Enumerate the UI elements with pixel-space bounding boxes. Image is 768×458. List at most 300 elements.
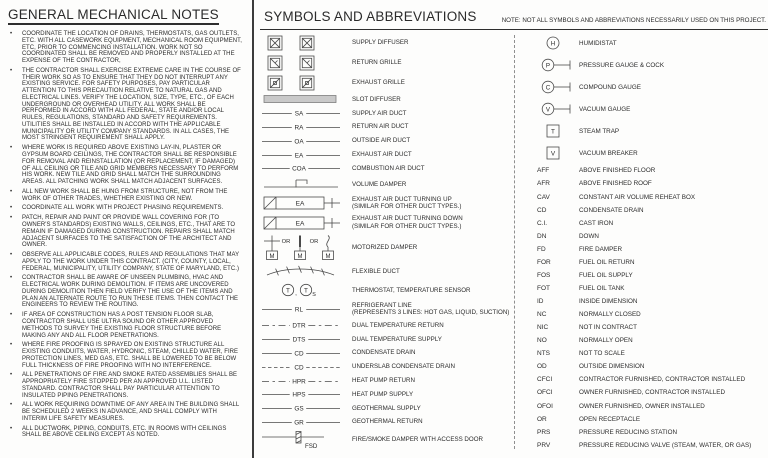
abbreviation-label: OPEN RECEPTACLE — [579, 415, 641, 423]
abbreviation-row — [525, 311, 768, 318]
symbol-label — [348, 244, 514, 251]
column-divider — [252, 0, 254, 458]
symbol-label-main: GEOTHERMAL RETURN — [352, 418, 423, 426]
symbol-row — [262, 75, 514, 91]
abbreviation-label: NORMALLY OPEN — [579, 337, 633, 345]
abbreviation-tag-cell — [525, 79, 579, 95]
svg-text:CD: CD — [294, 350, 304, 358]
symbol-label-main: SUPPLY AIR DUCT — [352, 109, 407, 117]
symbol-label-main: MOTORIZED DAMPER — [352, 243, 418, 251]
bullet-icon: • — [10, 252, 13, 259]
abbreviation-tag-cell: FOT — [537, 284, 550, 292]
symbol-glyph-cell — [262, 75, 348, 91]
circle-icon — [537, 35, 577, 51]
abbreviation-row — [525, 416, 768, 423]
symbol-glyph-cell — [262, 348, 348, 358]
symbol-row — [262, 122, 514, 132]
symbol-label-main: CONDENSATE DRAIN — [352, 349, 416, 357]
abbreviation-tag-cell: FD — [537, 245, 546, 253]
abbreviation-tag-cell: OD — [537, 363, 547, 371]
abbreviation-tag-cell: PRS — [537, 428, 551, 436]
abbreviation-tag-cell: ID — [537, 298, 544, 305]
abbreviation-row — [525, 350, 768, 357]
note-text: ALL NEW WORK SHALL BE HUNG FROM STRUCTURE, NOT FROM THE WORK OF OTHER TRADES, WHETHER EXISTING OR NEW. — [22, 188, 228, 202]
square-icon — [537, 123, 577, 139]
line-tag-icon — [262, 163, 340, 173]
note-text: OBSERVE ALL APPLICABLE CODES, RULES AND REGULATIONS THAT MAY APPLY TO THE WORK UNDER THIS CONTRACT. (CITY, COUNTY, LOCAL, FEDERAL, MUNICIPALITY, UTILITY COMPANY, STATE OF MARYLAND, ETC.) — [22, 252, 240, 272]
symbol-glyph-cell — [262, 304, 348, 314]
symbol-glyph-cell — [262, 320, 348, 330]
svg-text:EA: EA — [295, 220, 305, 228]
abbreviation-tag-cell: CFCI — [537, 376, 553, 384]
fsd-icon — [262, 431, 340, 449]
circle-stem-icon — [537, 79, 577, 95]
line-tag-dashed-icon — [262, 376, 340, 386]
symbols-column — [260, 35, 514, 449]
abbreviation-label: PRESSURE GAUGE & COCK — [579, 61, 665, 69]
svg-text:T: T — [286, 287, 290, 295]
symbol-label — [348, 181, 514, 188]
note-text: ALL WORK REQUIRING DOWNTIME OF ANY AREA IN THE BUILDING SHALL BE SCHEDULED 2 WEEKS IN ADVANCE, AND SHALL COMPLY WITH INTERIM LIFE SAFETY MEASURES. — [22, 402, 240, 422]
symbol-glyph-cell — [262, 55, 348, 71]
duct-turn-icon — [262, 195, 340, 211]
abbreviation-label: OWNER FURNISHED, OWNER INSTALLED — [579, 402, 705, 410]
symbol-glyph-cell — [262, 417, 348, 427]
symbol-label — [348, 215, 514, 230]
bullet-icon: • — [10, 312, 13, 319]
svg-text:V: V — [550, 150, 556, 158]
abbreviation-label: DOWN — [579, 232, 599, 240]
abbreviation-row — [525, 180, 768, 187]
symbol-glyph-cell — [262, 94, 348, 104]
duct-turn-icon — [262, 215, 340, 231]
abbreviation-tag-cell — [525, 35, 579, 51]
symbol-label — [348, 268, 514, 275]
symbol-row — [262, 302, 514, 317]
symbol-label — [348, 59, 514, 66]
slot-diffuser-icon — [262, 94, 340, 104]
abbreviation-row — [525, 442, 768, 449]
symbol-glyph-cell — [262, 215, 348, 231]
symbol-label-main: HEAT PUMP SUPPLY — [352, 390, 414, 398]
line-tag-icon — [262, 108, 340, 118]
circle-stem-icon — [537, 57, 577, 73]
svg-text:T: T — [551, 128, 555, 136]
note-text: WHERE WORK IS REQUIRED ABOVE EXISTING LAY-IN, PLASTER OR GYPSUM BOARD CEILINGS, THE CONTRACTOR SHALL BE RESPONSIBLE FOR REMOVAL AND REINSTALLATION (OR REPLACEMENT, IF DAMAGED) OF ALL CEILING OR TILE AND GRID MEMBERS NECESSARY TO PERFORM HIS WORK. NEW TILE AND GRID SHALL MATCH THE SURROUNDING AREAS. ALL PATCHING WORK SHALL MATCH ADJACENT SURFACES. — [22, 145, 239, 186]
symbol-label-main: EXHAUST GRILLE — [352, 78, 405, 86]
svg-text:GS: GS — [294, 405, 304, 413]
symbol-label-main: EXHAUST AIR DUCT — [352, 150, 412, 158]
abbreviation-tag-cell: AFF — [537, 167, 550, 175]
symbol-glyph-cell — [262, 389, 348, 399]
line-tag-icon — [262, 403, 340, 413]
abbreviation-row — [525, 145, 768, 161]
svg-text:DTS: DTS — [292, 336, 306, 344]
abbreviation-row — [525, 376, 768, 383]
abbreviation-label: ABOVE FINISHED FLOOR — [579, 167, 656, 175]
abbreviation-row — [525, 57, 768, 73]
symbols-header — [260, 8, 768, 26]
bullet-icon: • — [10, 372, 13, 379]
symbol-label — [348, 349, 514, 356]
abbreviation-label: HUMIDISTAT — [579, 39, 617, 47]
abbreviation-label: INSIDE DIMENSION — [579, 298, 638, 305]
symbol-label — [348, 196, 514, 211]
symbol-label-main: DUAL TEMPERATURE SUPPLY — [352, 335, 442, 343]
symbol-glyph-cell — [262, 35, 348, 51]
svg-text:HPR: HPR — [292, 378, 306, 386]
line-tag-icon — [262, 389, 340, 399]
note-text: IF AREA OF CONSTRUCTION HAS A POST TENSION FLOOR SLAB, CONTRACTOR SHALL USE ULTRA SOUND OR OTHER APPROVED METHODS TO SURVEY THE EXISTING FLOOR STRUCTURE BEFORE MAKING ANY AND ALL FLOOR PENETRATIONS. — [22, 312, 222, 339]
svg-text:P: P — [545, 62, 551, 70]
abbreviation-label: OUTSIDE DIMENSION — [579, 363, 645, 371]
svg-text:GR: GR — [294, 419, 304, 427]
svg-text:OR: OR — [281, 238, 291, 245]
header-rule — [260, 29, 768, 30]
symbol-label — [348, 336, 514, 343]
line-tag-icon — [262, 304, 340, 314]
svg-text:DTR: DTR — [292, 322, 306, 330]
general-notes-panel — [0, 0, 253, 458]
symbol-glyph-cell — [262, 108, 348, 118]
symbols-panel — [260, 0, 768, 458]
svg-text:T: T — [304, 287, 308, 295]
symbol-row — [262, 334, 514, 344]
symbol-label-main: EXHAUST AIR DUCT TURNING UP — [352, 195, 452, 203]
abbreviation-row — [525, 337, 768, 344]
symbol-glyph-cell — [262, 150, 348, 160]
symbol-row — [262, 108, 514, 118]
abbreviation-row — [525, 429, 768, 436]
abbreviation-tag-cell: FOR — [537, 258, 551, 266]
svg-text:M: M — [269, 253, 275, 260]
abbreviation-row — [525, 220, 768, 227]
abbreviation-row — [525, 259, 768, 266]
circle-stem-icon — [537, 101, 577, 117]
symbol-label — [348, 322, 514, 329]
svg-text:OR: OR — [309, 238, 319, 245]
note-text: ALL DUCTWORK, PIPING, CONDUITS, ETC. IN ROOMS WITH CEILINGS SHALL BE ABOVE CEILING EXCEPT AS NOTED. — [22, 425, 227, 439]
symbol-label — [348, 96, 514, 103]
svg-text:CD: CD — [294, 364, 304, 372]
symbol-glyph-cell — [262, 376, 348, 386]
abbreviation-tag-cell: NC — [537, 311, 547, 319]
symbol-label-main: COMBUSTION AIR DUCT — [352, 164, 425, 172]
symbol-row — [262, 235, 514, 261]
symbol-label — [348, 391, 514, 398]
exhaust-grille-icon — [262, 75, 340, 91]
note-item — [8, 342, 243, 369]
symbol-glyph-cell — [262, 334, 348, 344]
abbreviation-label: ABOVE FINISHED ROOF — [579, 180, 652, 188]
abbreviation-row — [525, 35, 768, 51]
symbol-label — [348, 436, 514, 443]
note-text: COORDINATE THE LOCATION OF DRAINS, THERMOSTATS, GAS OUTLETS, ETC. WITH ALL CASEWORK EQUIPMENT, MECHANICAL ROOM EQUIPMENT, ETC, PRIOR TO COMMENCING INSTALLATION. WORK NOT SO COORDINATED SHALL BE REMOVED AND PROPERLY INSTALLED AT THE EXPENSE OF THE CONTRACTOR, — [22, 31, 242, 65]
abbreviation-tag-cell: NIC — [537, 324, 549, 332]
note-item — [8, 145, 243, 186]
abbreviation-label: STEAM TRAP — [579, 127, 620, 135]
note-item — [8, 275, 243, 309]
abbreviation-label: CAST IRON — [579, 219, 614, 227]
symbol-label — [348, 418, 514, 425]
svg-text:COA: COA — [292, 165, 306, 173]
symbol-label-main: REFRIGERANT LINE — [352, 301, 412, 309]
symbol-row — [262, 136, 514, 146]
svg-text:M: M — [297, 253, 303, 260]
symbol-label-main: FIRE/SMOKE DAMPER WITH ACCESS DOOR — [352, 436, 483, 444]
svg-text:M: M — [325, 253, 331, 260]
symbol-glyph-cell — [262, 136, 348, 146]
abbreviation-row — [525, 246, 768, 253]
bullet-icon: • — [10, 342, 13, 349]
symbol-label-main: UNDERSLAB CONDENSATE DRAIN — [352, 363, 456, 371]
bullet-icon: • — [10, 31, 13, 37]
abbreviation-row — [525, 298, 768, 305]
abbreviation-row — [525, 233, 768, 240]
notes-list — [8, 31, 243, 439]
svg-text:V: V — [545, 106, 551, 114]
abbreviation-row — [525, 389, 768, 396]
abbreviation-label: NOT TO SCALE — [579, 350, 625, 358]
abbreviation-tag-cell — [525, 123, 579, 139]
note-item — [8, 31, 243, 65]
bullet-icon: • — [10, 402, 13, 409]
symbol-glyph-cell — [262, 195, 348, 211]
symbol-label-main: EXHAUST AIR DUCT TURNING DOWN — [352, 215, 463, 223]
abbreviation-row — [525, 79, 768, 95]
disclaimer-note: NOTE: NOT ALL SYMBOLS AND ABBREVIATIONS NECESSARILY USED ON THIS PROJECT. — [501, 17, 766, 24]
return-grille-icon — [262, 55, 340, 71]
symbol-label — [348, 151, 514, 158]
abbreviation-tag-cell — [525, 57, 579, 73]
symbol-row — [262, 177, 514, 191]
abbreviation-tag-cell: CAV — [537, 193, 550, 201]
svg-text:H: H — [550, 40, 556, 48]
symbol-label-main: FLEXIBLE DUCT — [352, 267, 400, 275]
bullet-icon: • — [10, 67, 13, 74]
symbol-label — [348, 302, 514, 317]
abbreviation-label: NORMALLY CLOSED — [579, 311, 641, 319]
symbol-glyph-cell — [262, 282, 348, 298]
symbol-label — [348, 39, 514, 46]
note-item — [8, 189, 243, 203]
symbol-glyph-cell — [262, 122, 348, 132]
abbreviation-row — [525, 194, 768, 201]
abbreviation-label: VACUUM BREAKER — [579, 149, 638, 157]
abbreviation-row — [525, 324, 768, 331]
square-icon — [537, 145, 577, 161]
line-tag-icon — [262, 122, 340, 132]
symbol-row — [262, 264, 514, 278]
note-text: PATCH, REPAIR AND PAINT OR PROVIDE WALL COVERING FOR (TO OWNER'S STANDARDS) EXISTING WALLS, CEILINGS, ETC., THAT ARE TO REMAIN IF DAMAGED DURING CONSTRUCTION. REPAIRS SHALL MATCH ADJACENT SURFACES TO THE SATISFACTION OF THE ARCHITECT AND OWNER. — [22, 215, 236, 249]
abbreviation-label: PRESSURE REDUCING VALVE (STEAM, WATER, OR GAS) — [579, 441, 752, 449]
abbreviation-label: PRESSURE REDUCING STATION — [579, 428, 678, 436]
symbol-label — [348, 110, 514, 117]
symbol-row — [262, 35, 514, 51]
symbol-row — [262, 94, 514, 104]
line-tag-icon — [262, 150, 340, 160]
abbreviation-label: CONSTANT AIR VOLUME REHEAT BOX — [579, 193, 696, 201]
symbol-row — [262, 376, 514, 386]
abbreviation-row — [525, 101, 768, 117]
note-item — [8, 205, 243, 212]
abbreviation-row — [525, 272, 768, 279]
svg-text:S: S — [312, 292, 316, 299]
symbol-row — [262, 417, 514, 427]
symbol-row — [262, 150, 514, 160]
symbol-label — [348, 137, 514, 144]
abbreviation-label: FUEL OIL RETURN — [579, 258, 635, 266]
note-item — [8, 402, 243, 422]
symbol-label-main: HEAT PUMP RETURN — [352, 376, 415, 384]
symbol-label-sub: (REPRESENTS 3 LINES: HOT GAS, LIQUID, SUCTION) — [352, 309, 510, 317]
abbreviation-tag-cell: NTS — [537, 350, 550, 358]
symbols-title: SYMBOLS AND ABBREVIATIONS — [264, 9, 477, 24]
supply-diffuser-icon — [262, 35, 340, 51]
line-tag-icon — [262, 334, 340, 344]
symbol-glyph-cell — [262, 163, 348, 173]
note-item — [8, 68, 243, 142]
symbol-label-main: DUAL TEMPERATURE RETURN — [352, 321, 444, 329]
svg-text:EA: EA — [295, 200, 305, 208]
symbol-label — [348, 123, 514, 130]
symbol-label-main: RETURN AIR DUCT — [352, 123, 409, 131]
symbol-label-main: SLOT DIFFUSER — [352, 95, 401, 103]
svg-text:OA: OA — [294, 138, 304, 146]
line-tag-icon — [262, 348, 340, 358]
abbreviation-row — [525, 123, 768, 139]
bullet-icon: • — [10, 205, 13, 212]
abbreviation-label: FIRE DAMPER — [579, 245, 623, 253]
symbol-row — [262, 362, 514, 372]
svg-text:,: , — [295, 290, 297, 298]
symbol-row — [262, 431, 514, 449]
bullet-icon: • — [10, 188, 13, 195]
symbol-row — [262, 163, 514, 173]
symbol-label-main: OUTSIDE AIR DUCT — [352, 137, 411, 145]
motorized-damper-icon — [262, 235, 340, 261]
abbreviation-row — [525, 167, 768, 174]
note-text: THE CONTRACTOR SHALL EXERCISE EXTREME CARE IN THE COURSE OF THEIR WORK SO AS TO ENSURE THAT THEY DO NOT INTERRUPT ANY EXISTING SERVICE. FOR SAFETY PURPOSES, PAY PARTICULAR ATTENTION TO THIS PRECAUTION RELATIVE TO NATURAL GAS AND ELECTRICAL LINES. VERIFY THE LOCATION, SIZE, TYPE, ETC., OF EACH UNDERGROUND OR OVERHEAD UTILITY. ALL WORK SHALL BE PERFORMED IN ACCORD WITH ALL FEDERAL, STATE AND/OR LOCAL RULES, REGULATIONS, STANDARD AND SAFETY REQUIREMENTS. UTILITIES SHALL BE INSTALLED IN ACCORD WITH THE APPLICABLE MUNICIPALITY OR UTILITY COMPANY STANDARDS. IN ALL CASES, THE MOST STRINGENT REQUIREMENT SHALL APPLY. — [22, 67, 241, 142]
abbreviation-label: FUEL OIL SUPPLY — [579, 271, 633, 279]
note-item — [8, 312, 243, 339]
abbreviation-tag-cell — [525, 145, 579, 161]
symbol-row — [262, 55, 514, 71]
abbreviation-label: NOT IN CONTRACT — [579, 324, 637, 332]
abbreviation-tag-cell: DN — [537, 232, 547, 240]
symbol-row — [262, 282, 514, 298]
line-tag-icon — [262, 136, 340, 146]
symbol-row — [262, 348, 514, 358]
abbreviation-label: CONDENSATE DRAIN — [579, 206, 644, 214]
symbol-row — [262, 389, 514, 399]
abbreviation-tag-cell: NO — [537, 337, 547, 345]
symbol-label — [348, 287, 514, 294]
symbol-label — [348, 363, 514, 370]
abbreviation-label: CONTRACTOR FURNISHED, CONTRACTOR INSTALLED — [579, 376, 746, 384]
abbreviation-row — [525, 207, 768, 214]
symbol-label-sub: (SIMILAR FOR OTHER DUCT TYPES.) — [352, 222, 462, 230]
abbreviation-label: COMPOUND GAUGE — [579, 83, 641, 91]
svg-text:RA: RA — [294, 124, 304, 132]
svg-text:C: C — [545, 84, 551, 92]
symbol-label-main: SUPPLY DIFFUSER — [352, 39, 409, 47]
symbol-glyph-cell — [262, 403, 348, 413]
abbreviation-row — [525, 363, 768, 370]
abbreviations-column — [515, 35, 768, 449]
note-text: ALL PENETRATIONS OF FIRE AND SMOKE RATED ASSEMBLIES SHALL BE APPROPRIATELY FIRE STOPPED PER AN APPROVED U.L. LISTED STANDARD. CONTRACTOR SHALL PAY PARTICULAR ATTENTION TO INSULATED PIPING PENETRATIONS. — [22, 372, 238, 399]
abbreviation-label: FUEL OIL TANK — [579, 284, 625, 292]
symbol-label — [348, 405, 514, 412]
note-item — [8, 215, 243, 249]
flex-duct-icon — [262, 264, 340, 278]
note-item — [8, 252, 243, 272]
svg-text:HPS: HPS — [292, 391, 306, 399]
bullet-icon: • — [10, 275, 13, 282]
symbol-label-main: THERMOSTAT, TEMPERATURE SENSOR — [352, 286, 471, 294]
abbreviation-tag-cell: OR — [537, 415, 547, 423]
bullet-icon: • — [10, 215, 13, 222]
symbol-glyph-cell — [262, 177, 348, 191]
symbol-glyph-cell — [262, 431, 348, 449]
abbreviation-tag-cell: OFOI — [537, 402, 553, 410]
abbreviation-row — [525, 403, 768, 410]
line-tag-dotted-icon — [262, 362, 340, 372]
bullet-icon: • — [10, 425, 13, 432]
abbreviation-label: OWNER FURNISHED, CONTRACTOR INSTALLED — [579, 389, 726, 397]
line-tag-dashed-icon — [262, 320, 340, 330]
abbreviation-tag-cell — [525, 101, 579, 117]
note-text: WHERE FIRE PROOFING IS SPRAYED ON EXISTING STRUCTURE ALL EXISTING CONDUITS, WATER, HYDRONIC, STEAM, CHILLED WATER, FIRE PROTECTION LINES, MED GAS, ETC. SHALL BE LOWERED TO BE BELOW FULL THICKNESS OF FIRE PROOFING WITH NO INTERFERENCE. — [22, 342, 239, 369]
abbreviation-tag-cell: CD — [537, 206, 547, 214]
line-tag-icon — [262, 417, 340, 427]
svg-text:FSD: FSD — [305, 442, 318, 449]
symbol-label-main: GEOTHERMAL SUPPLY — [352, 404, 421, 412]
symbol-label-sub: (SIMILAR FOR OTHER DUCT TYPES.) — [352, 202, 462, 210]
symbol-label-main: VOLUME DAMPER — [352, 180, 407, 188]
symbol-glyph-cell — [262, 235, 348, 261]
symbol-row — [262, 195, 514, 211]
volume-damper-icon — [262, 177, 340, 191]
abbreviation-label: VACUUM GAUGE — [579, 105, 631, 113]
abbreviation-tag-cell: FOS — [537, 271, 551, 279]
symbol-label — [348, 165, 514, 172]
abbreviation-tag-cell: C.I. — [537, 219, 548, 227]
notes-title: GENERAL MECHANICAL NOTES — [8, 7, 219, 25]
symbol-label-main: RETURN GRILLE — [352, 59, 402, 67]
symbol-row — [262, 215, 514, 231]
abbreviation-row — [525, 285, 768, 292]
symbol-row — [262, 320, 514, 330]
symbol-glyph-cell — [262, 362, 348, 372]
svg-text:SA: SA — [294, 110, 304, 118]
symbol-label — [348, 79, 514, 86]
abbreviation-tag-cell: OFCI — [537, 389, 553, 397]
thermostat-icon — [262, 282, 340, 298]
note-item — [8, 426, 243, 440]
symbol-row — [262, 403, 514, 413]
symbol-glyph-cell — [262, 264, 348, 278]
svg-text:EA: EA — [294, 152, 304, 160]
bullet-icon: • — [10, 145, 13, 152]
symbol-label — [348, 377, 514, 384]
legend-columns — [260, 35, 768, 449]
note-item — [8, 372, 243, 399]
note-text: CONTRACTOR SHALL BE AWARE OF UNSEEN PLUMBING, HVAC AND ELECTRICAL WORK DURING DEMOLITION. IF ITEMS ARE UNCOVERED DURING DEMOLITION THEN FIELD VERIFY THE USE OF THE ITEMS AND PLAN AN ALTERNATE ROUTE TO RUN THESE ITEMS. THEN CONTACT THE ENGINEERS TO REVIEW THE ROUTING. — [22, 275, 239, 309]
abbreviation-tag-cell: AFR — [537, 180, 550, 188]
note-text: COORDINATE ALL WORK WITH PROJECT PHASING REQUIREMENTS. — [22, 205, 224, 212]
svg-text:RL: RL — [294, 306, 304, 314]
